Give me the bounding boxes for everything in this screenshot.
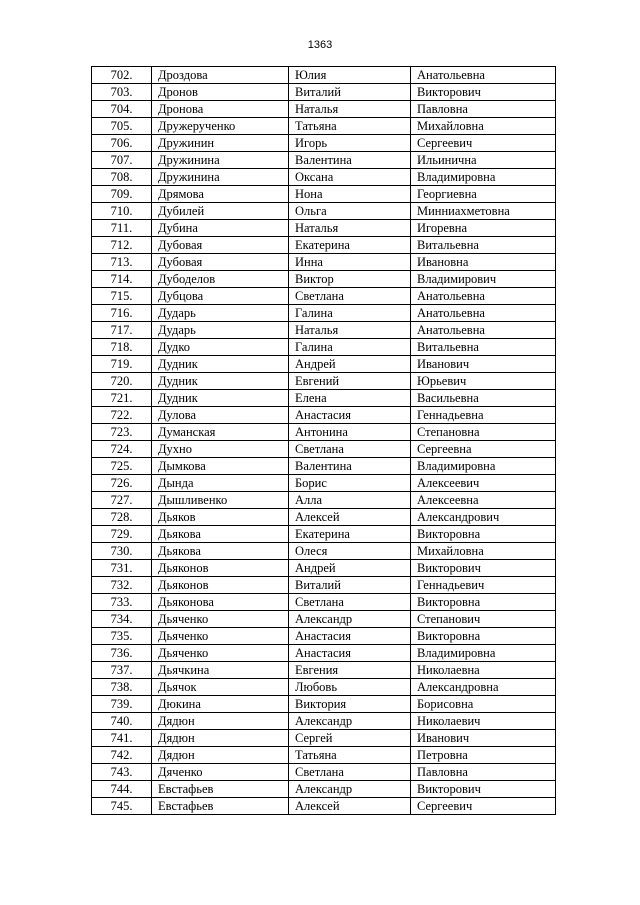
last-name-cell: Дубцова bbox=[152, 288, 289, 305]
row-number-cell: 725. bbox=[92, 458, 152, 475]
first-name-cell: Валентина bbox=[289, 458, 411, 475]
last-name-cell: Дубилей bbox=[152, 203, 289, 220]
first-name-cell: Анастасия bbox=[289, 645, 411, 662]
row-number-cell: 745. bbox=[92, 798, 152, 815]
first-name-cell: Игорь bbox=[289, 135, 411, 152]
table-row bbox=[92, 305, 556, 322]
first-name-cell: Алексей bbox=[289, 509, 411, 526]
first-name-cell: Евгений bbox=[289, 373, 411, 390]
row-number-cell: 709. bbox=[92, 186, 152, 203]
patronymic-cell: Юрьевич bbox=[411, 373, 556, 390]
row-number-cell: 716. bbox=[92, 305, 152, 322]
table-row bbox=[92, 373, 556, 390]
patronymic-cell: Алексеевич bbox=[411, 475, 556, 492]
table-row bbox=[92, 356, 556, 373]
row-number-cell: 710. bbox=[92, 203, 152, 220]
first-name-cell: Нона bbox=[289, 186, 411, 203]
patronymic-cell: Павловна bbox=[411, 764, 556, 781]
patronymic-cell: Александровна bbox=[411, 679, 556, 696]
table-row bbox=[92, 713, 556, 730]
table-row bbox=[92, 118, 556, 135]
table-row bbox=[92, 203, 556, 220]
page-number: 1363 bbox=[307, 39, 333, 51]
table-row bbox=[92, 67, 556, 84]
patronymic-cell: Минниахметовна bbox=[411, 203, 556, 220]
patronymic-cell: Сергеевич bbox=[411, 798, 556, 815]
patronymic-cell: Викторовна bbox=[411, 526, 556, 543]
last-name-cell: Дяченко bbox=[152, 764, 289, 781]
patronymic-cell: Владимировна bbox=[411, 458, 556, 475]
first-name-cell: Виктор bbox=[289, 271, 411, 288]
first-name-cell: Александр bbox=[289, 713, 411, 730]
patronymic-cell: Викторович bbox=[411, 84, 556, 101]
first-name-cell: Алексей bbox=[289, 798, 411, 815]
table-row bbox=[92, 220, 556, 237]
row-number-cell: 719. bbox=[92, 356, 152, 373]
first-name-cell: Любовь bbox=[289, 679, 411, 696]
patronymic-cell: Павловна bbox=[411, 101, 556, 118]
first-name-cell: Светлана bbox=[289, 764, 411, 781]
patronymic-cell: Викторовна bbox=[411, 594, 556, 611]
table-row bbox=[92, 254, 556, 271]
first-name-cell: Светлана bbox=[289, 288, 411, 305]
table-row bbox=[92, 407, 556, 424]
row-number-cell: 733. bbox=[92, 594, 152, 611]
first-name-cell: Юлия bbox=[289, 67, 411, 84]
table-row bbox=[92, 696, 556, 713]
row-number-cell: 722. bbox=[92, 407, 152, 424]
patronymic-cell: Геннадьевна bbox=[411, 407, 556, 424]
row-number-cell: 729. bbox=[92, 526, 152, 543]
patronymic-cell: Васильевна bbox=[411, 390, 556, 407]
patronymic-cell: Ильинична bbox=[411, 152, 556, 169]
first-name-cell: Олеся bbox=[289, 543, 411, 560]
last-name-cell: Дьячкина bbox=[152, 662, 289, 679]
last-name-cell: Дьяконова bbox=[152, 594, 289, 611]
last-name-cell: Дружерученко bbox=[152, 118, 289, 135]
last-name-cell: Дюкина bbox=[152, 696, 289, 713]
row-number-cell: 707. bbox=[92, 152, 152, 169]
last-name-cell: Дудник bbox=[152, 390, 289, 407]
first-name-cell: Виктория bbox=[289, 696, 411, 713]
table-row bbox=[92, 186, 556, 203]
first-name-cell: Андрей bbox=[289, 560, 411, 577]
last-name-cell: Дубоделов bbox=[152, 271, 289, 288]
table-row bbox=[92, 101, 556, 118]
last-name-cell: Дьяконов bbox=[152, 577, 289, 594]
first-name-cell: Ольга bbox=[289, 203, 411, 220]
patronymic-cell: Степановна bbox=[411, 424, 556, 441]
last-name-cell: Дьяченко bbox=[152, 645, 289, 662]
table-row bbox=[92, 577, 556, 594]
table-row bbox=[92, 645, 556, 662]
table-row bbox=[92, 798, 556, 815]
patronymic-cell: Анатольевна bbox=[411, 288, 556, 305]
last-name-cell: Дружинина bbox=[152, 169, 289, 186]
last-name-cell: Дударь bbox=[152, 305, 289, 322]
row-number-cell: 742. bbox=[92, 747, 152, 764]
patronymic-cell: Владимировна bbox=[411, 645, 556, 662]
first-name-cell: Галина bbox=[289, 339, 411, 356]
patronymic-cell: Викторовна bbox=[411, 628, 556, 645]
patronymic-cell: Алексеевна bbox=[411, 492, 556, 509]
first-name-cell: Елена bbox=[289, 390, 411, 407]
last-name-cell: Думанская bbox=[152, 424, 289, 441]
patronymic-cell: Сергеевна bbox=[411, 441, 556, 458]
patronymic-cell: Ивановна bbox=[411, 254, 556, 271]
row-number-cell: 718. bbox=[92, 339, 152, 356]
first-name-cell: Алла bbox=[289, 492, 411, 509]
row-number-cell: 726. bbox=[92, 475, 152, 492]
last-name-cell: Дронова bbox=[152, 101, 289, 118]
first-name-cell: Светлана bbox=[289, 441, 411, 458]
last-name-cell: Духно bbox=[152, 441, 289, 458]
first-name-cell: Татьяна bbox=[289, 747, 411, 764]
row-number-cell: 706. bbox=[92, 135, 152, 152]
patronymic-cell: Иванович bbox=[411, 356, 556, 373]
table-row bbox=[92, 781, 556, 798]
row-number-cell: 734. bbox=[92, 611, 152, 628]
first-name-cell: Антонина bbox=[289, 424, 411, 441]
patronymic-cell: Николаевич bbox=[411, 713, 556, 730]
first-name-cell: Екатерина bbox=[289, 237, 411, 254]
first-name-cell: Екатерина bbox=[289, 526, 411, 543]
last-name-cell: Дубовая bbox=[152, 254, 289, 271]
table-row bbox=[92, 492, 556, 509]
last-name-cell: Дронов bbox=[152, 84, 289, 101]
table-row bbox=[92, 288, 556, 305]
name-list-body bbox=[92, 67, 556, 815]
table-row bbox=[92, 679, 556, 696]
row-number-cell: 714. bbox=[92, 271, 152, 288]
table-row bbox=[92, 475, 556, 492]
last-name-cell: Дында bbox=[152, 475, 289, 492]
last-name-cell: Дроздова bbox=[152, 67, 289, 84]
patronymic-cell: Иванович bbox=[411, 730, 556, 747]
last-name-cell: Дубина bbox=[152, 220, 289, 237]
table-row bbox=[92, 526, 556, 543]
patronymic-cell: Николаевна bbox=[411, 662, 556, 679]
first-name-cell: Александр bbox=[289, 781, 411, 798]
first-name-cell: Сергей bbox=[289, 730, 411, 747]
patronymic-cell: Петровна bbox=[411, 747, 556, 764]
row-number-cell: 724. bbox=[92, 441, 152, 458]
row-number-cell: 740. bbox=[92, 713, 152, 730]
row-number-cell: 741. bbox=[92, 730, 152, 747]
row-number-cell: 738. bbox=[92, 679, 152, 696]
first-name-cell: Виталий bbox=[289, 84, 411, 101]
last-name-cell: Дьяченко bbox=[152, 611, 289, 628]
last-name-cell: Дудко bbox=[152, 339, 289, 356]
last-name-cell: Дудник bbox=[152, 373, 289, 390]
table-row bbox=[92, 152, 556, 169]
row-number-cell: 737. bbox=[92, 662, 152, 679]
first-name-cell: Евгения bbox=[289, 662, 411, 679]
row-number-cell: 743. bbox=[92, 764, 152, 781]
row-number-cell: 732. bbox=[92, 577, 152, 594]
patronymic-cell: Анатольевна bbox=[411, 322, 556, 339]
last-name-cell: Дьякова bbox=[152, 526, 289, 543]
first-name-cell: Борис bbox=[289, 475, 411, 492]
patronymic-cell: Викторович bbox=[411, 781, 556, 798]
table-row bbox=[92, 730, 556, 747]
row-number-cell: 731. bbox=[92, 560, 152, 577]
last-name-cell: Дьячок bbox=[152, 679, 289, 696]
table-row bbox=[92, 764, 556, 781]
patronymic-cell: Витальевна bbox=[411, 237, 556, 254]
row-number-cell: 708. bbox=[92, 169, 152, 186]
row-number-cell: 720. bbox=[92, 373, 152, 390]
row-number-cell: 717. bbox=[92, 322, 152, 339]
table-row bbox=[92, 628, 556, 645]
table-row bbox=[92, 424, 556, 441]
patronymic-cell: Александрович bbox=[411, 509, 556, 526]
patronymic-cell: Игоревна bbox=[411, 220, 556, 237]
row-number-cell: 723. bbox=[92, 424, 152, 441]
first-name-cell: Виталий bbox=[289, 577, 411, 594]
patronymic-cell: Викторович bbox=[411, 560, 556, 577]
table-row bbox=[92, 747, 556, 764]
first-name-cell: Наталья bbox=[289, 220, 411, 237]
table-row bbox=[92, 543, 556, 560]
last-name-cell: Дьяков bbox=[152, 509, 289, 526]
patronymic-cell: Сергеевич bbox=[411, 135, 556, 152]
patronymic-cell: Михайловна bbox=[411, 543, 556, 560]
row-number-cell: 727. bbox=[92, 492, 152, 509]
row-number-cell: 713. bbox=[92, 254, 152, 271]
first-name-cell: Александр bbox=[289, 611, 411, 628]
table-row bbox=[92, 594, 556, 611]
table-row bbox=[92, 662, 556, 679]
last-name-cell: Дружинин bbox=[152, 135, 289, 152]
patronymic-cell: Степанович bbox=[411, 611, 556, 628]
patronymic-cell: Геннадьевич bbox=[411, 577, 556, 594]
table-row bbox=[92, 509, 556, 526]
row-number-cell: 721. bbox=[92, 390, 152, 407]
row-number-cell: 728. bbox=[92, 509, 152, 526]
last-name-cell: Дулова bbox=[152, 407, 289, 424]
last-name-cell: Дружинина bbox=[152, 152, 289, 169]
first-name-cell: Андрей bbox=[289, 356, 411, 373]
patronymic-cell: Владимировна bbox=[411, 169, 556, 186]
first-name-cell: Оксана bbox=[289, 169, 411, 186]
patronymic-cell: Михайловна bbox=[411, 118, 556, 135]
patronymic-cell: Анатольевна bbox=[411, 67, 556, 84]
row-number-cell: 712. bbox=[92, 237, 152, 254]
first-name-cell: Светлана bbox=[289, 594, 411, 611]
table-row bbox=[92, 560, 556, 577]
table-row bbox=[92, 237, 556, 254]
patronymic-cell: Владимирович bbox=[411, 271, 556, 288]
last-name-cell: Дьяченко bbox=[152, 628, 289, 645]
table-row bbox=[92, 611, 556, 628]
first-name-cell: Валентина bbox=[289, 152, 411, 169]
row-number-cell: 715. bbox=[92, 288, 152, 305]
row-number-cell: 705. bbox=[92, 118, 152, 135]
row-number-cell: 703. bbox=[92, 84, 152, 101]
patronymic-cell: Георгиевна bbox=[411, 186, 556, 203]
first-name-cell: Анастасия bbox=[289, 407, 411, 424]
patronymic-cell: Витальевна bbox=[411, 339, 556, 356]
row-number-cell: 711. bbox=[92, 220, 152, 237]
last-name-cell: Дымкова bbox=[152, 458, 289, 475]
last-name-cell: Дубовая bbox=[152, 237, 289, 254]
table-row bbox=[92, 390, 556, 407]
table-row bbox=[92, 271, 556, 288]
last-name-cell: Дударь bbox=[152, 322, 289, 339]
first-name-cell: Наталья bbox=[289, 322, 411, 339]
last-name-cell: Дядюн bbox=[152, 713, 289, 730]
last-name-cell: Дядюн bbox=[152, 747, 289, 764]
table-row bbox=[92, 135, 556, 152]
last-name-cell: Евстафьев bbox=[152, 781, 289, 798]
first-name-cell: Инна bbox=[289, 254, 411, 271]
table-row bbox=[92, 169, 556, 186]
row-number-cell: 730. bbox=[92, 543, 152, 560]
table-row bbox=[92, 322, 556, 339]
patronymic-cell: Анатольевна bbox=[411, 305, 556, 322]
table-row bbox=[92, 441, 556, 458]
last-name-cell: Дьякова bbox=[152, 543, 289, 560]
patronymic-cell: Борисовна bbox=[411, 696, 556, 713]
last-name-cell: Дрямова bbox=[152, 186, 289, 203]
table-row bbox=[92, 339, 556, 356]
last-name-cell: Дышливенко bbox=[152, 492, 289, 509]
last-name-cell: Евстафьев bbox=[152, 798, 289, 815]
last-name-cell: Дядюн bbox=[152, 730, 289, 747]
table-row bbox=[92, 458, 556, 475]
row-number-cell: 735. bbox=[92, 628, 152, 645]
row-number-cell: 704. bbox=[92, 101, 152, 118]
row-number-cell: 744. bbox=[92, 781, 152, 798]
first-name-cell: Анастасия bbox=[289, 628, 411, 645]
name-list-table bbox=[91, 66, 556, 815]
row-number-cell: 736. bbox=[92, 645, 152, 662]
first-name-cell: Татьяна bbox=[289, 118, 411, 135]
table-row bbox=[92, 84, 556, 101]
first-name-cell: Галина bbox=[289, 305, 411, 322]
last-name-cell: Дьяконов bbox=[152, 560, 289, 577]
last-name-cell: Дудник bbox=[152, 356, 289, 373]
row-number-cell: 739. bbox=[92, 696, 152, 713]
row-number-cell: 702. bbox=[92, 67, 152, 84]
first-name-cell: Наталья bbox=[289, 101, 411, 118]
